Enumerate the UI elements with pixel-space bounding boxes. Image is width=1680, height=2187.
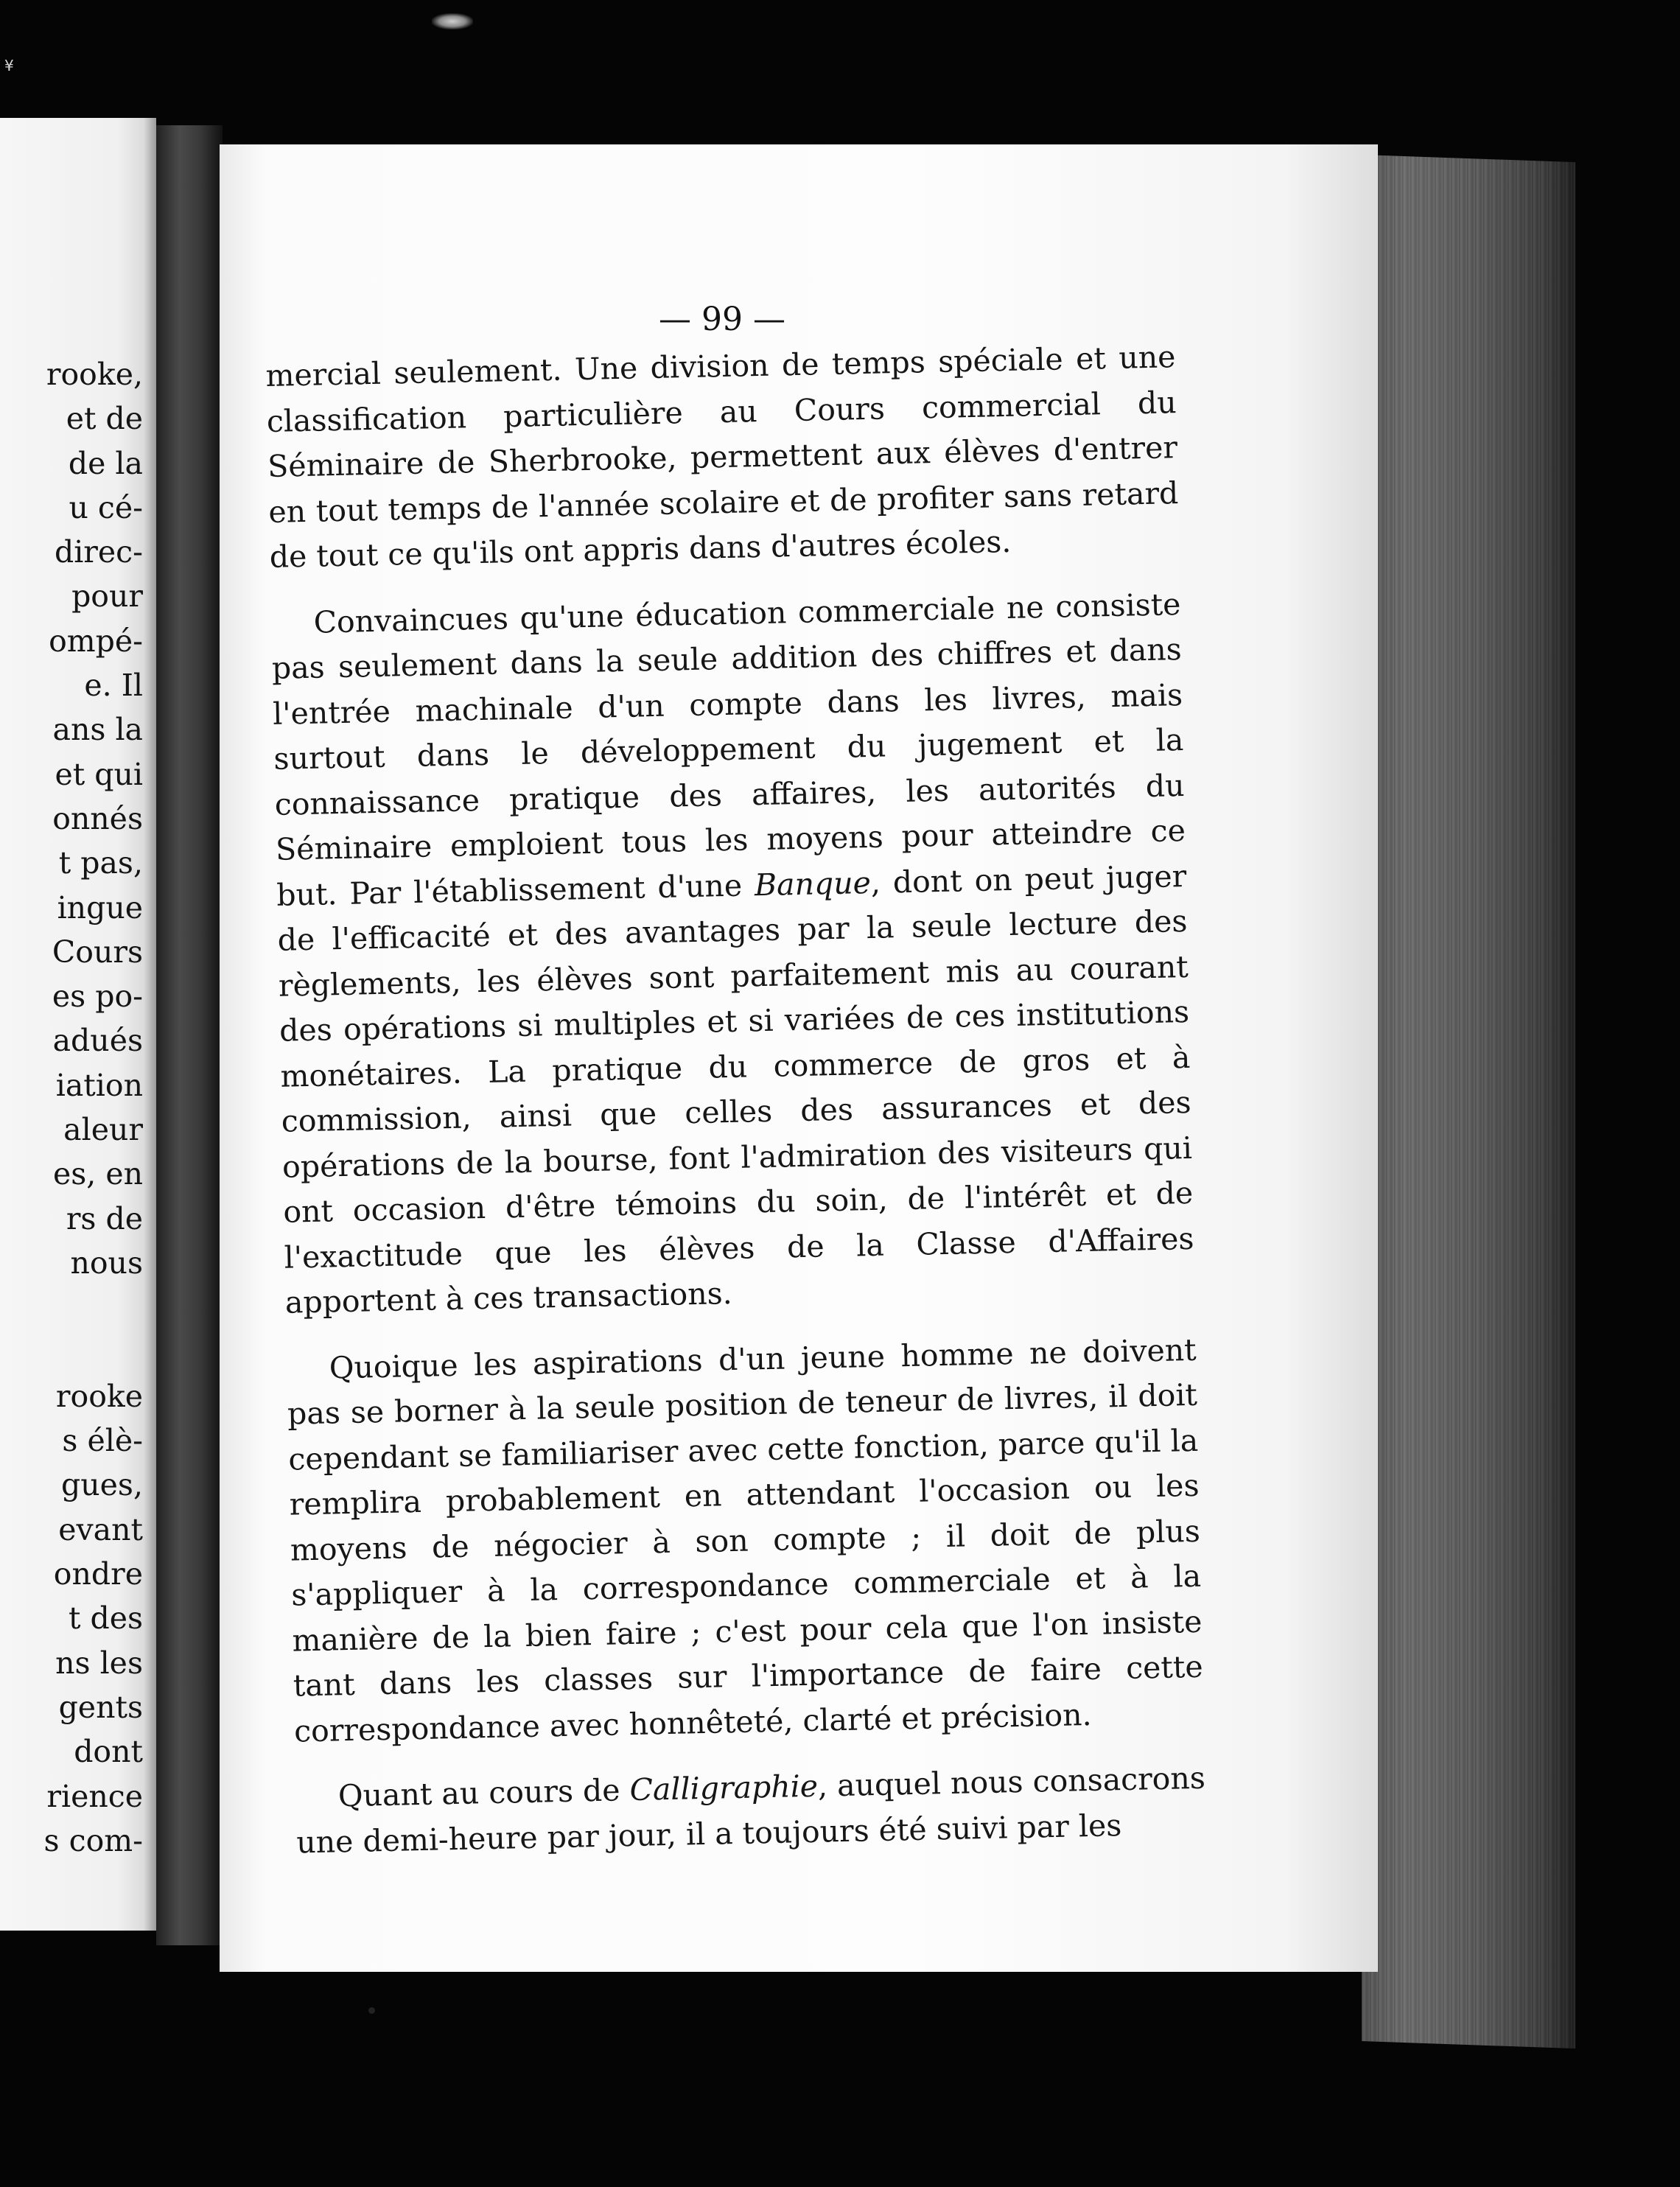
left-page-line: adués [52, 1023, 143, 1059]
film-speck [432, 13, 473, 29]
left-page-line: gents [58, 1689, 143, 1725]
left-page-line: aleur [63, 1112, 143, 1148]
paragraph-3: Quoique les aspirations d'un jeune homme ne doivent pas se borner à la seule position de teneur de livres, il doit cependant se familiariser avec cette fonction, parce qu'il la remplira probablement en attendant l'occasion ou les moyens de négocier à son compte ; il doit de plus s'appliquer à la correspondance commerciale et à la manière de la bien faire ; c'est pour cela que l'on insiste tant dans les classes sur l'importance de faire cette correspondance avec honnêteté, clarté et précision. [287, 1332, 1204, 1749]
paragraph-2-part-1: Convaincues qu'une éducation commerciale ne consiste pas seulement dans la seule addition des chiffres et dans l'entrée machinale d'un compte dans les livres, mais surtout dans le développement du jugement et la connaissance pratique des affaires, les autorités du Séminaire emploient tous les moyens pour atteindre ce but. Par l'établissement d'une [271, 586, 1186, 913]
left-page-line [0, 1330, 143, 1374]
left-page-line: s com- [43, 1822, 143, 1858]
book-gutter [156, 125, 223, 1945]
left-page-line: nous [70, 1245, 143, 1281]
left-page-line: dont [74, 1734, 143, 1770]
left-page-line: rs de [66, 1200, 143, 1236]
paragraph-4-part-2: , auquel nous consacrons une demi-heure par jour, il a toujours été suivi par les [295, 1760, 1206, 1861]
paragraph-2 [270, 582, 1195, 1326]
left-page-line: es po- [52, 979, 143, 1015]
paragraph-1: mercial seulement. Une division de temps spéciale et une classification particulière au Cours commercial du Séminaire de Sherbrooke, permettent aux élèves d'entrer en tout temps de l'année scolaire et de profiter sans retard de tout ce qu'ils ont appris dans d'autres écoles. [265, 339, 1179, 575]
left-page-text [0, 352, 143, 1863]
left-page-line: gues, [61, 1467, 143, 1503]
left-page-line: et qui [55, 756, 143, 792]
left-page-line: direc- [54, 534, 143, 570]
paragraph-4-italic-calligraphie: Calligraphie [629, 1768, 819, 1808]
left-page-line: s élè- [62, 1423, 143, 1459]
left-page-line: t pas, [58, 845, 143, 881]
left-page-line: iation [55, 1067, 143, 1103]
left-page-line [0, 1285, 143, 1329]
left-page-line: ns les [55, 1645, 143, 1681]
left-page-line: et de [66, 401, 143, 437]
paragraph-4-part-1: Quant au cours de [337, 1772, 631, 1814]
paragraph-2-italic-banque: Banque [754, 864, 872, 903]
left-page-line: ingue [57, 889, 143, 925]
left-page-line: evant [58, 1511, 143, 1547]
left-page-line: es, en [52, 1156, 143, 1192]
left-page-line: Cours [52, 934, 143, 970]
paragraph-4 [295, 1756, 1206, 1866]
left-page-line: de la [68, 445, 143, 481]
left-facing-page [0, 118, 156, 1931]
left-page-line: e. Il [84, 668, 143, 704]
left-page-line: ondre [53, 1556, 143, 1592]
left-page-line: ompé- [49, 623, 143, 659]
body-text [265, 335, 1207, 1886]
left-page-line: u cé- [69, 489, 143, 525]
left-page-line: rooke, [46, 357, 143, 392]
book-page-edges [1362, 155, 1575, 2048]
page-number: — 99 — [659, 301, 785, 338]
left-page-line: t des [68, 1600, 143, 1637]
paragraph-2-part-2: , dont on peut juger de l'efficacité et des avantages par la seule lecture des règlements, les élèves sont parfaitement mis au courant des opérations si multiples et si variées de ces institutions monétaires. La pratique du commerce de gros et à commission, ainsi que celles des assurances et des opérations de la bourse, font l'admiration des visiteurs qui ont occasion d'être témoins du soin, de l'intérêt et de l'exactitude que les élèves de la Classe d'Affaires apportent à ces transactions. [277, 858, 1194, 1320]
left-page-line: pour [71, 578, 143, 615]
left-page-line: ans la [52, 712, 143, 748]
film-corner-mark: ¥ [4, 57, 14, 74]
stray-ink-dot [368, 2007, 375, 2014]
left-page-line: onnés [52, 800, 143, 836]
left-page-line: rooke [55, 1378, 143, 1414]
left-page-line: rience [46, 1778, 143, 1814]
